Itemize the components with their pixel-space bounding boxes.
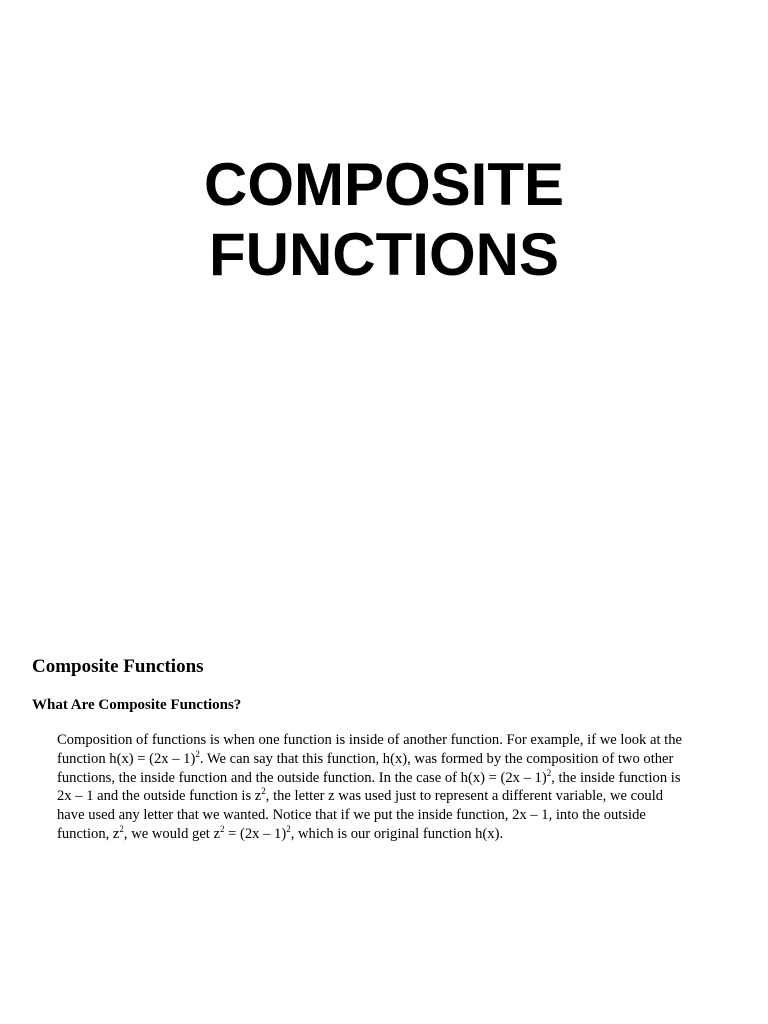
paragraph-line: have used any letter that we wanted. Notice that if we put the inside function, 2x – 1, into the outside <box>57 807 646 824</box>
body-paragraph <box>57 731 768 844</box>
paragraph-line: Composition of functions is when one function is inside of another function. For example, if we look at the <box>57 732 682 748</box>
superscript: 2 <box>546 767 552 778</box>
page-title <box>0 150 768 290</box>
title-line-1: COMPOSITE <box>203 151 565 218</box>
paragraph-line: function h(x) = (2x – 1)$^2$. We can say that this function, h(x), was formed by the composition of two other <box>57 748 674 767</box>
superscript: 2 <box>219 824 225 835</box>
section-subheading: What Are Composite Functions? <box>32 697 242 713</box>
paragraph-line: functions, the inside function and the outside function. In the case of h(x) = (2x – 1)$^2$, the inside function is <box>57 767 681 786</box>
superscript: 2 <box>119 824 124 835</box>
superscript: 2 <box>286 824 291 835</box>
superscript: 2 <box>261 786 266 797</box>
paragraph-line: function, $z^2$, we would get $z^2 = (2x - 1)^2$, which is our original function h(x). <box>57 824 504 842</box>
paragraph-line: 2x – 1 and the outside function is $z^2$, the letter z was used just to represent a different variable, we could <box>57 786 664 805</box>
title-line-2: FUNCTIONS <box>209 221 559 288</box>
section-heading: Composite Functions <box>32 656 204 677</box>
superscript: 2 <box>195 748 200 759</box>
content-section <box>32 655 768 844</box>
